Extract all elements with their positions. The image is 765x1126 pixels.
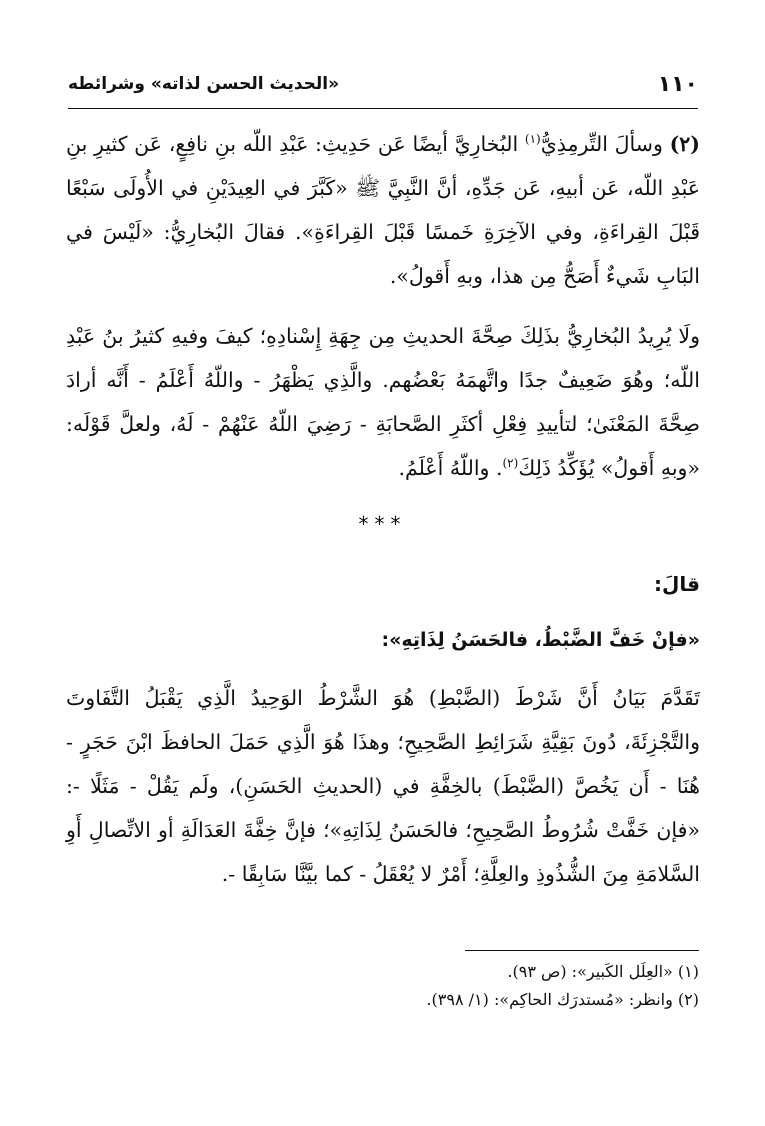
quoted-text: «فإنْ خَفَّ الضَّبْطُ، فالحَسَنُ لِذَاتِهِ»: (381, 629, 700, 651)
footnote-1: (١) «العِلَل الكَبير»: (ص ٩٣). (507, 962, 699, 981)
paragraph-2-text-b: . واللّهُ أَعْلَمُ. (398, 456, 503, 480)
paragraph-2 (66, 314, 700, 490)
commentary-paragraph: تَقَدَّمَ بَيَانُ أَنَّ شَرْطَ (الضَّبْطِ) هُوَ الشَّرْطُ الوَحِيدُ الَّذِي يَقْبَلُ التَّفَاوتَ والتَّجْزِئَةَ، دُونَ بَقِيَّةِ شَرَائِطِ الصَّحِيحِ؛ وهذَا هُوَ الَّذِي حَمَلَ الحافظَ ابْنَ حَجَرٍ - هُنَا - أَن يَخُصَّ (الضَّبْطَ) بالخِفَّةِ في (الحديثِ الحَسَنِ)، ولَم يَقُلْ - مَثَلًا -: «فإن خَفَّتْ شُرُوطُ الصَّحِيحِ؛ فالحَسَنُ لِذَاتِهِ»؛ فإنَّ خِفَّةَ العَدَالَةِ أو الاتِّصالِ أَوِ السَّلامَةِ مِنَ الشُّذُوذِ والعِلَّةِ؛ أَمْرٌ لا يُعْقَلُ - كما بيَّنَّا سَابِقًا -. (66, 686, 700, 886)
running-title: «الحديث الحسن لذاته» وشرائطه (68, 74, 340, 94)
page-number: ١١٠ (657, 72, 698, 97)
paragraph-number: (٢) (669, 132, 700, 156)
paragraph-1 (66, 122, 700, 298)
footnote-ref-1: (١) (524, 132, 541, 147)
section-label: قالَ: (654, 572, 700, 596)
footnote-divider (465, 950, 699, 951)
main-text (66, 122, 700, 490)
page-header (68, 66, 698, 106)
section-separator: *** (358, 512, 407, 536)
footnote-ref-2: (٢) (502, 456, 519, 471)
paragraph-1-text-b: البُخارِيَّ أيضًا عَن حَدِيثِ: عَبْدِ اللّه بنِ نافِعٍ، عَن كثيرِ بنِ عَبْدِ اللّه، عَن أبيهِ، عَن جَدِّهِ، أنَّ النَّبِيَّ ﷺ «كَبَّرَ في العِيدَيْنِ في الأُولَى سَبْعًا قَبْلَ القِراءَةِ، وفي الآخِرَةِ خَمسًا قَبْلَ القِراءَةِ». فقالَ البُخارِيُّ: «لَيْسَ في البَابِ شَيءٌ أَصَحُّ مِن هذا، وبهِ أَقولُ». (66, 132, 700, 288)
paragraph-2-text-a: ولَا يُرِيدُ البُخارِيُّ بذَلِكَ صِحَّةَ الحديثِ مِن جِهَةِ إِسْنادِهِ؛ كيفَ وفيهِ كثيرُ بنُ عَبْدِ اللّه؛ وهُوَ ضَعِيفٌ جدًا واتَّهمَهُ بَعْضُهم. والَّذِي يَظْهَرُ - واللّهُ أَعْلَمُ - أَنَّه أرادَ صِحَّةَ المَعْنَىٰ؛ لتأييدِ فِعْلِ أكثَرِ الصَّحابَةِ - رَضِيَ اللّهُ عَنْهُمْ - لَهُ، ولعلَّ قَوْلَه: «وبهِ أَقولُ» يُؤَكِّدُ ذَلِكَ (66, 324, 700, 480)
header-divider (68, 108, 698, 109)
footnote-2: (٢) وانظر: «مُستدرَك الحاكِم»: (١/ ٣٩٨). (426, 990, 699, 1009)
footnotes (65, 958, 699, 1014)
commentary-section (66, 562, 700, 896)
paragraph-1-text-a: وسألَ التِّرمِذِيُّ (540, 132, 670, 156)
